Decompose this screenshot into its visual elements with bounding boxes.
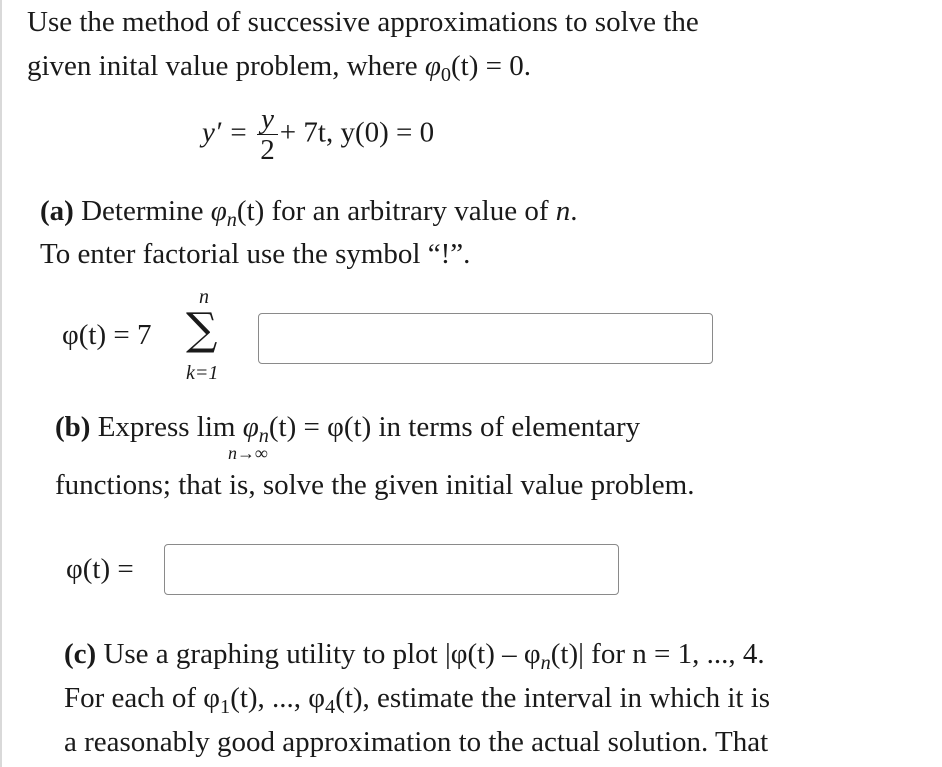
sigma-symbol: ∑	[186, 304, 218, 355]
ode-equation: y′ = $\frac{y}{2}$ + 7t, y(0) = 0	[202, 103, 435, 167]
sum-upper-limit: n	[199, 286, 209, 308]
part-a-answer-input[interactable]	[258, 313, 713, 364]
part-c-line-2: For each of $\varphi_1(t)$, ..., $\varphi_4(t)$, estimate the interval in which it is	[64, 682, 771, 719]
intro-line-1: Use the method of successive approximations to solve the	[27, 6, 699, 38]
part-c-line-1: (c) Use a graphing utility to plot $|\varphi(t) - \varphi_n(t)|$ for n = 1, ..., 4.	[64, 638, 765, 675]
intro-line-2: given inital value problem, where $\varphi_0(t) = 0$.	[27, 50, 531, 87]
y-over-2-fraction: $\frac{y}{2}$	[257, 104, 278, 166]
limit-subscript: n→∞	[228, 443, 268, 463]
sum-lower-limit: k=1	[186, 362, 219, 384]
part-b-answer-input[interactable]	[164, 544, 619, 595]
part-a-hint: To enter factorial use the symbol “!”.	[40, 238, 471, 270]
part-a-formula-lhs: φ(t) = 7	[62, 319, 152, 351]
part-c-line-3: a reasonably good approximation to the actual solution. That	[64, 726, 769, 758]
part-b-question: (b) Express $\lim \varphi_n(t) = \varphi(t)$ in terms of elementary	[55, 411, 641, 448]
part-b-line-2: functions; that is, solve the given initial value problem.	[55, 469, 695, 501]
part-b-formula-lhs: φ(t) =	[66, 553, 134, 585]
part-a-question: (a) Determine $\varphi_n(t)$ for an arbitrary value of n.	[40, 195, 578, 232]
left-border	[0, 0, 2, 767]
